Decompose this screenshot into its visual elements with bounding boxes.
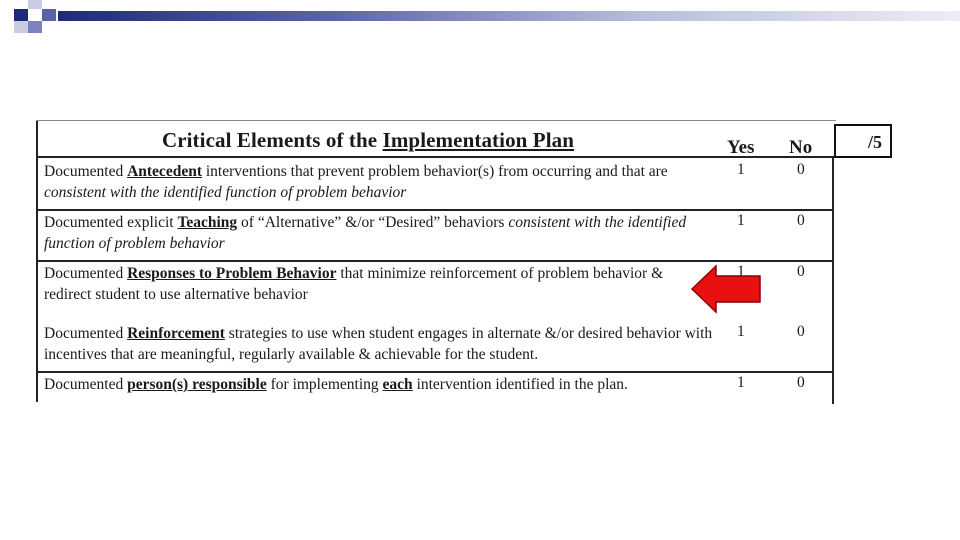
table-rule xyxy=(36,371,834,373)
row-emphasis: each xyxy=(382,376,413,393)
yes-value: 1 xyxy=(737,161,745,178)
row-text: that minimize reinforcement of problem behavior & redirect student to use alternative behavior xyxy=(44,265,664,303)
table-rule xyxy=(36,156,834,158)
row-text: for implementing xyxy=(266,376,383,393)
score-box: /5 xyxy=(834,124,892,158)
row-emphasis: Teaching xyxy=(177,214,238,231)
no-value: 0 xyxy=(797,161,805,178)
table-title xyxy=(0,128,736,153)
no-value: 0 xyxy=(797,323,805,340)
row-italic: consistent with the identified function of problem behavior xyxy=(44,214,687,252)
band-square xyxy=(28,0,42,9)
yes-value: 1 xyxy=(737,323,745,340)
band-gradient-bar xyxy=(58,11,960,21)
row-text: Documented xyxy=(44,325,128,342)
row-text: Documented explicit xyxy=(44,214,178,231)
table-row xyxy=(44,161,714,203)
row-text: Documented xyxy=(44,265,128,282)
table-right-border xyxy=(832,156,834,404)
no-value: 0 xyxy=(797,263,805,280)
row-text: of “Alternative” &/or “Desired” behaviors xyxy=(237,214,509,231)
row-text: strategies to use when student engages in alternate &/or desired behavior with incentives that are meaningful, regularly available & achievable for the student. xyxy=(44,325,713,363)
yes-value: 1 xyxy=(737,374,745,391)
band-square xyxy=(14,21,28,33)
table-rule xyxy=(36,260,834,262)
top-decorative-band xyxy=(0,0,960,30)
table-rule xyxy=(36,209,834,211)
no-value: 0 xyxy=(797,374,805,391)
table-rule xyxy=(36,120,836,121)
table-row xyxy=(44,263,714,305)
no-value: 0 xyxy=(797,212,805,229)
table-row xyxy=(44,374,724,395)
yes-value: 1 xyxy=(737,263,745,280)
band-square xyxy=(42,9,56,21)
column-header-no: No xyxy=(789,137,813,158)
yes-value: 1 xyxy=(737,212,745,229)
title-emphasis: Implementation Plan xyxy=(382,128,575,152)
red-left-arrow-icon xyxy=(690,264,762,314)
row-emphasis: Responses to Problem Behavior xyxy=(127,265,337,282)
row-text: Documented xyxy=(44,163,128,180)
row-text: interventions that prevent problem behavior(s) from occurring and that are xyxy=(201,163,668,180)
column-header-yes: Yes xyxy=(727,137,755,158)
title-text: Critical Elements of the xyxy=(161,128,383,152)
row-emphasis: Reinforcement xyxy=(127,325,225,342)
row-italic: consistent with the identified function of problem behavior xyxy=(44,184,407,201)
band-square xyxy=(28,21,42,33)
band-square xyxy=(14,9,28,21)
row-text: Documented xyxy=(44,376,128,393)
table-row xyxy=(44,323,724,365)
table-row xyxy=(44,212,714,254)
row-emphasis: Antecedent xyxy=(127,163,202,180)
row-text: intervention identified in the plan. xyxy=(412,376,628,393)
row-emphasis: person(s) responsible xyxy=(127,376,267,393)
